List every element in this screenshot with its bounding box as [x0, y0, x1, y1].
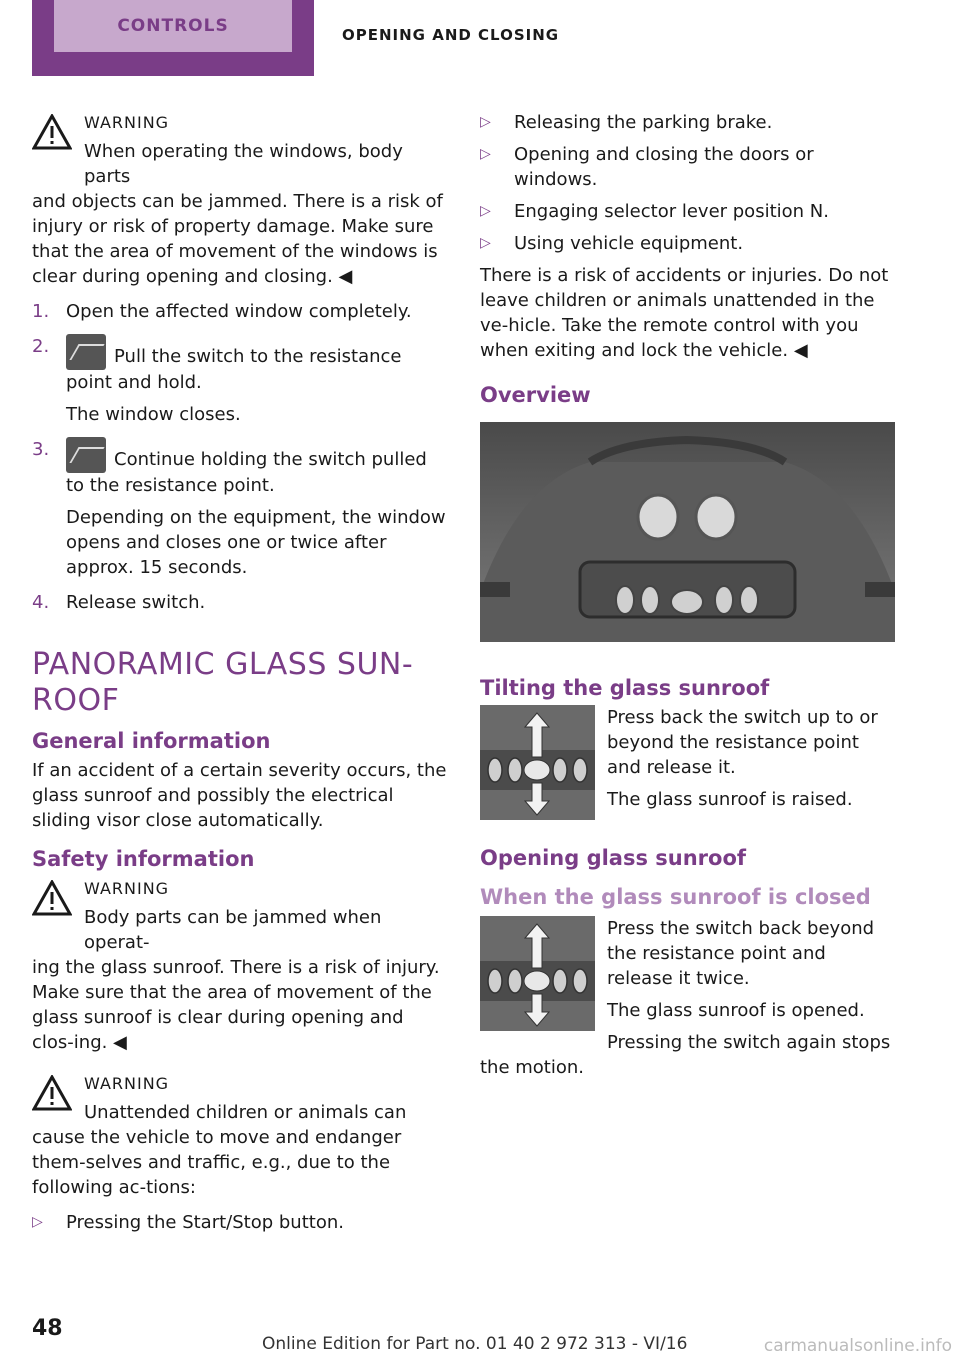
header-tab — [32, 0, 314, 76]
closed-heading: When the glass sunroof is closed — [480, 885, 871, 909]
warning-block — [32, 1071, 447, 1200]
list-item — [32, 334, 447, 427]
step-text: Pull the switch to the resistance point and hold. — [66, 346, 402, 393]
left-column — [32, 110, 447, 1242]
list-item — [480, 142, 895, 192]
opening-block — [480, 916, 895, 1087]
warning-text-cont: and objects can be jammed. There is a risk of injury or risk of property damage. Make sure that the area of movement of the windows is clear during opening and closing. ◀ — [32, 191, 443, 287]
warning-icon — [32, 880, 72, 916]
step-result: Depending on the equipment, the window opens and closes one or twice after approx. 15 seconds. — [66, 507, 446, 578]
warning-icon — [32, 1075, 72, 1111]
warning-text: When operating the windows, body parts — [84, 141, 403, 187]
list-item — [32, 1210, 447, 1235]
safety-heading: Safety information — [32, 847, 255, 871]
bullet-text: Using vehicle equipment. — [514, 233, 744, 254]
list-item — [480, 231, 895, 256]
opening-heading: Opening glass sunroof — [480, 846, 747, 870]
triangle-bullet-icon: ▷ — [32, 1214, 43, 1230]
bullet-list — [480, 110, 895, 256]
step-number: 2. — [32, 336, 50, 357]
step-text: Release switch. — [66, 592, 206, 613]
warning-block — [32, 876, 447, 1055]
switch-arrows-illustration — [480, 705, 595, 820]
triangle-bullet-icon: ▷ — [480, 146, 491, 162]
tilting-result: The glass sunroof is raised. — [607, 789, 853, 810]
switch-open-image — [480, 916, 595, 1031]
step-number: 3. — [32, 439, 50, 460]
steps-list — [32, 299, 447, 615]
section-label: OPENING AND CLOSING — [342, 26, 560, 44]
warning-title: WARNING — [84, 1074, 170, 1093]
bullet-text: Pressing the Start/Stop button. — [66, 1212, 344, 1233]
overview-heading: Overview — [480, 383, 591, 407]
page-number: 48 — [32, 1316, 63, 1341]
warning-text-cont: cause the vehicle to move and endanger them-selves and traffic, e.g., due to the following ac-tions: — [32, 1127, 402, 1198]
chapter-label: CONTROLS — [117, 16, 229, 36]
list-item — [32, 299, 447, 324]
step-text: Open the affected window completely. — [66, 301, 412, 322]
warning-title: WARNING — [84, 113, 170, 132]
header-tab-inner — [54, 0, 292, 52]
bullet-text: Releasing the parking brake. — [514, 112, 773, 133]
bullet-text: Opening and closing the doors or windows. — [514, 144, 814, 190]
bullet-list — [32, 1210, 447, 1235]
general-text: If an accident of a certain severity occurs, the glass sunroof and possibly the electrical sliding visor close automatically. — [32, 760, 447, 831]
roof-console-illustration — [480, 422, 895, 642]
switch-arrows-illustration — [480, 916, 595, 1031]
triangle-bullet-icon: ▷ — [480, 235, 491, 251]
step-number: 4. — [32, 592, 50, 613]
warning-text: Body parts can be jammed when operat- — [84, 907, 382, 953]
section-title: PANORAMIC GLASS SUN-ROOF — [32, 647, 414, 718]
list-item — [480, 199, 895, 224]
risk-text: There is a risk of accidents or injuries. Do not leave children or animals unattended in the ve-hicle. Take the remote control with you when exiting and lock the vehicle. ◀ — [480, 265, 889, 361]
warning-text-cont: ing the glass sunroof. There is a risk of injury. Make sure that the area of movement of the glass sunroof is clear during opening and clos-ing. ◀ — [32, 957, 440, 1053]
bullet-text: Engaging selector lever position N. — [514, 201, 829, 222]
list-item — [32, 590, 447, 615]
list-item — [480, 110, 895, 135]
list-item — [32, 437, 447, 580]
right-column — [480, 110, 895, 1099]
triangle-bullet-icon: ▷ — [480, 114, 491, 130]
closed-text: Press the switch back beyond the resistance point and release it twice. — [607, 918, 875, 989]
step-text: Continue holding the switch pulled to the resistance point. — [66, 449, 427, 496]
step-number: 1. — [32, 301, 50, 322]
general-heading: General information — [32, 729, 271, 753]
switch-icon — [66, 437, 106, 473]
switch-icon — [66, 334, 106, 370]
switch-tilt-image — [480, 705, 595, 820]
warning-title: WARNING — [84, 879, 170, 898]
tilting-heading: Tilting the glass sunroof — [480, 676, 770, 700]
step-result: The window closes. — [66, 404, 241, 425]
closed-result: The glass sunroof is opened. — [607, 1000, 865, 1021]
tilting-text: Press back the switch up to or beyond the resistance point and release it. — [607, 707, 878, 778]
closed-stop: Pressing the switch again stops the motion. — [480, 1032, 891, 1078]
watermark: carmanualsonline.info — [763, 1336, 952, 1356]
overview-image — [480, 422, 895, 642]
warning-icon — [32, 114, 72, 150]
edition-footer: Online Edition for Part no. 01 40 2 972 313 - VI/16 — [262, 1334, 688, 1354]
warning-block — [32, 110, 447, 289]
triangle-bullet-icon: ▷ — [480, 203, 491, 219]
warning-text: Unattended children or animals can — [84, 1102, 407, 1123]
tilting-block — [480, 705, 895, 820]
